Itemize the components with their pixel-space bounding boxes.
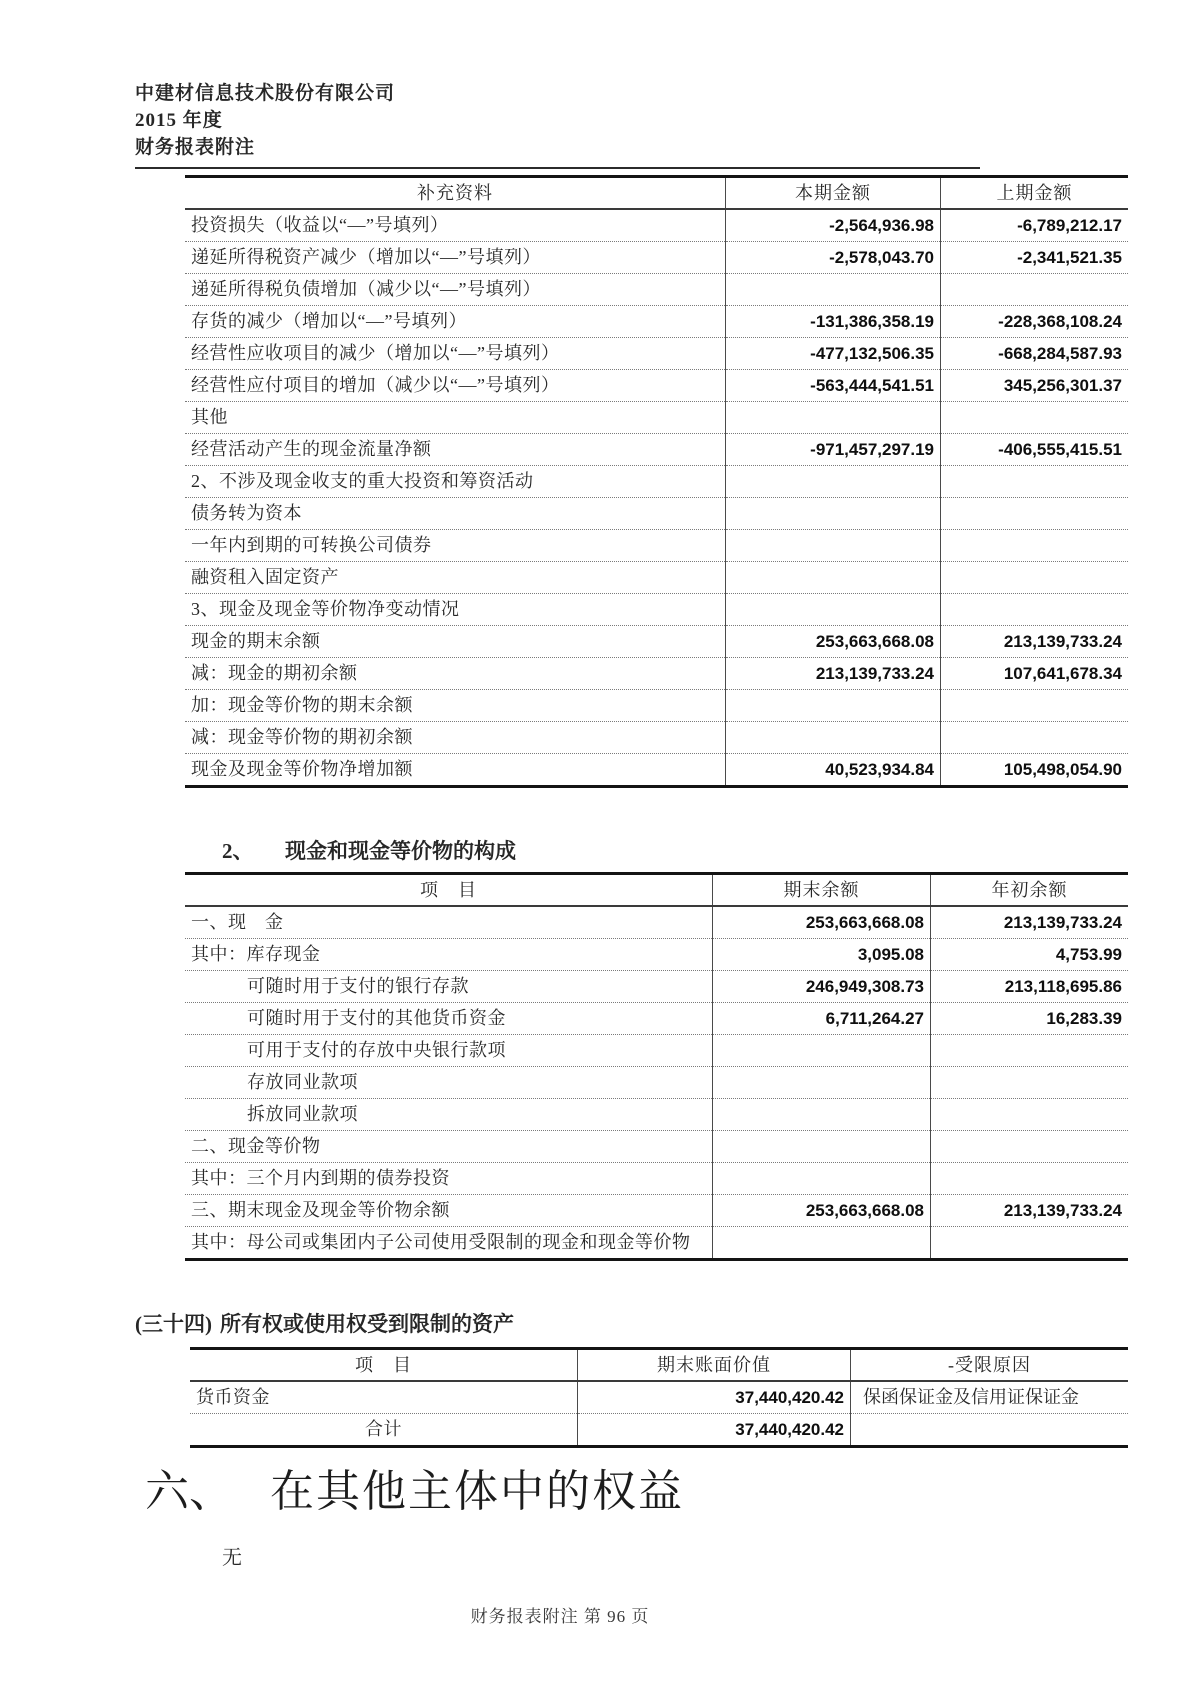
table-row — [185, 562, 1128, 594]
row-label: 其中：库存现金 — [185, 939, 713, 971]
cell-value: -2,564,936.98 — [726, 209, 941, 242]
table-row — [185, 370, 1128, 402]
cell-value — [726, 594, 941, 626]
section-title: 所有权或使用权受到限制的资产 — [220, 1312, 514, 1336]
cell-value: 213,139,733.24 — [941, 626, 1129, 658]
cell-value: 3,095.08 — [713, 939, 931, 971]
row-label: 加：现金等价物的期末余额 — [185, 690, 726, 722]
column-header: 项 目 — [190, 1349, 578, 1382]
cell-value — [713, 1099, 931, 1131]
table-row — [185, 1131, 1128, 1163]
row-label: 三、期末现金及现金等价物余额 — [185, 1195, 713, 1227]
cell-value: 40,523,934.84 — [726, 754, 941, 787]
cell-value — [713, 1131, 931, 1163]
table-row — [185, 1035, 1128, 1067]
cell-value: 345,256,301.37 — [941, 370, 1129, 402]
cell-value — [713, 1163, 931, 1195]
table-row — [185, 626, 1128, 658]
cell-value: 213,139,733.24 — [931, 1195, 1129, 1227]
section-number: 六、 — [145, 1467, 233, 1516]
fiscal-year: 2015 年度 — [135, 110, 223, 131]
cell-value — [726, 690, 941, 722]
row-label: 减：现金的期初余额 — [185, 658, 726, 690]
column-header: 期末余额 — [713, 874, 931, 907]
cell-value — [713, 1067, 931, 1099]
row-label: 现金及现金等价物净增加额 — [191, 759, 413, 779]
cell-value — [941, 690, 1129, 722]
table-row — [190, 1381, 1128, 1414]
table-row — [185, 402, 1128, 434]
table-row — [185, 1227, 1128, 1260]
cell-value — [931, 1035, 1129, 1067]
row-label: 合计 — [365, 1419, 402, 1439]
cell-value: 246,949,308.73 — [713, 971, 931, 1003]
table-row — [185, 690, 1128, 722]
cell-value: 213,139,733.24 — [726, 658, 941, 690]
cell-value — [941, 274, 1129, 306]
table-row — [185, 1099, 1128, 1131]
cell-value: 253,663,668.08 — [726, 626, 941, 658]
cash-composition-table — [185, 872, 1128, 1261]
cell-value — [931, 1099, 1129, 1131]
row-label: 一、现 金 — [185, 906, 713, 939]
section-number: 2、 — [222, 839, 254, 863]
table-row — [185, 722, 1128, 754]
cell-value: -6,789,212.17 — [941, 209, 1129, 242]
cell-value — [851, 1414, 1129, 1447]
column-header: 本期金额 — [726, 177, 941, 210]
supplement-table — [185, 175, 1128, 788]
cell-value: 37,440,420.42 — [578, 1414, 851, 1447]
row-label: 递延所得税负债增加（减少以“—”号填列） — [185, 274, 726, 306]
cell-value: 保函保证金及信用证保证金 — [851, 1381, 1129, 1414]
cell-value — [941, 498, 1129, 530]
cell-value: -406,555,415.51 — [941, 434, 1129, 466]
cell-value — [726, 562, 941, 594]
header-row — [185, 874, 1128, 907]
row-label: 货币资金 — [190, 1381, 578, 1414]
row-label: 存货的减少（增加以“—”号填列） — [185, 306, 726, 338]
cell-value — [941, 466, 1129, 498]
document-header — [135, 0, 980, 169]
table-row — [185, 1163, 1128, 1195]
row-label: 其中：母公司或集团内子公司使用受限制的现金和现金等价物 — [191, 1232, 691, 1252]
cell-value: 253,663,668.08 — [713, 906, 931, 939]
cell-value — [726, 274, 941, 306]
restricted-assets-table — [190, 1347, 1128, 1448]
row-label: 二、现金等价物 — [185, 1131, 713, 1163]
cell-value: -2,341,521.35 — [941, 242, 1129, 274]
row-label: 经营性应付项目的增加（减少以“—”号填列） — [185, 370, 726, 402]
cell-value — [726, 530, 941, 562]
row-label: 3、现金及现金等价物净变动情况 — [185, 594, 726, 626]
row-label: 可用于支付的存放中央银行款项 — [185, 1035, 713, 1067]
cell-value: 16,283.39 — [931, 1003, 1129, 1035]
row-label: 现金的期末余额 — [185, 626, 726, 658]
cell-value: -477,132,506.35 — [726, 338, 941, 370]
table-row — [185, 338, 1128, 370]
row-label: 一年内到期的可转换公司债券 — [185, 530, 726, 562]
table-row — [185, 658, 1128, 690]
table-row — [185, 242, 1128, 274]
cell-value: 37,440,420.42 — [578, 1381, 851, 1414]
table-row — [185, 939, 1128, 971]
cell-value — [931, 1227, 1129, 1260]
table-row — [185, 209, 1128, 242]
cell-value — [931, 1163, 1129, 1195]
cell-value — [941, 562, 1129, 594]
column-header: 项 目 — [185, 874, 713, 907]
cell-value: -228,368,108.24 — [941, 306, 1129, 338]
doc-title: 财务报表附注 — [135, 137, 256, 158]
table-row — [185, 434, 1128, 466]
cell-value — [726, 402, 941, 434]
cell-value: -131,386,358.19 — [726, 306, 941, 338]
row-label: 2、不涉及现金收支的重大投资和筹资活动 — [185, 466, 726, 498]
equity-section-body: 无 — [222, 1547, 242, 1569]
row-label: 拆放同业款项 — [185, 1099, 713, 1131]
row-label: 其中：三个月内到期的债券投资 — [185, 1163, 713, 1195]
row-label: 债务转为资本 — [185, 498, 726, 530]
row-label: 投资损失（收益以“—”号填列） — [185, 209, 726, 242]
table-row — [185, 1195, 1128, 1227]
cell-value: -668,284,587.93 — [941, 338, 1129, 370]
section-title: 在其他主体中的权益 — [270, 1467, 684, 1516]
row-label: 递延所得税资产减少（增加以“—”号填列） — [185, 242, 726, 274]
column-header: 年初余额 — [931, 874, 1129, 907]
cell-value — [726, 466, 941, 498]
column-header: 上期金额 — [941, 177, 1129, 210]
cell-value: -971,457,297.19 — [726, 434, 941, 466]
table-row — [185, 971, 1128, 1003]
cell-value: 105,498,054.90 — [941, 754, 1129, 787]
cell-value — [713, 1035, 931, 1067]
table-row — [185, 274, 1128, 306]
cash-composition-heading — [222, 838, 1200, 864]
table-row — [185, 1067, 1128, 1099]
cell-value — [931, 1067, 1129, 1099]
row-label: 经营性应收项目的减少（增加以“—”号填列） — [185, 338, 726, 370]
row-label: 融资租入固定资产 — [185, 562, 726, 594]
table-row — [185, 754, 1128, 787]
page-footer: 财务报表附注 第 96 页 — [470, 1607, 650, 1626]
cell-value: 253,663,668.08 — [713, 1195, 931, 1227]
cell-value: -563,444,541.51 — [726, 370, 941, 402]
equity-section-heading — [145, 1464, 1200, 1520]
row-label: 其他 — [185, 402, 726, 434]
table-row — [190, 1414, 1128, 1447]
cell-value — [941, 530, 1129, 562]
cell-value: 213,118,695.86 — [931, 971, 1129, 1003]
table-row — [185, 466, 1128, 498]
row-label: 经营活动产生的现金流量净额 — [185, 434, 726, 466]
cell-value: 107,641,678.34 — [941, 658, 1129, 690]
cell-value: 6,711,264.27 — [713, 1003, 931, 1035]
cell-value: 4,753.99 — [931, 939, 1129, 971]
table-row — [185, 594, 1128, 626]
cell-value: 213,139,733.24 — [931, 906, 1129, 939]
row-label: 可随时用于支付的其他货币资金 — [185, 1003, 713, 1035]
cell-value — [713, 1227, 931, 1260]
row-label: 减：现金等价物的期初余额 — [185, 722, 726, 754]
header-row — [185, 177, 1128, 210]
table-row — [185, 1003, 1128, 1035]
table-row — [185, 906, 1128, 939]
cell-value — [941, 722, 1129, 754]
column-header: 补充资料 — [185, 177, 726, 210]
cell-value: -2,578,043.70 — [726, 242, 941, 274]
section-number: (三十四) — [135, 1312, 212, 1336]
row-label: 可随时用于支付的银行存款 — [185, 971, 713, 1003]
column-header: -受限原因 — [851, 1349, 1129, 1382]
table-row — [185, 498, 1128, 530]
company-name: 中建材信息技术股份有限公司 — [135, 83, 396, 104]
cell-value — [726, 498, 941, 530]
cell-value — [941, 594, 1129, 626]
column-header: 期末账面价值 — [578, 1349, 851, 1382]
row-label: 存放同业款项 — [185, 1067, 713, 1099]
cell-value — [941, 402, 1129, 434]
cell-value — [726, 722, 941, 754]
cell-value — [931, 1131, 1129, 1163]
table-row — [185, 306, 1128, 338]
table-row — [185, 530, 1128, 562]
header-row — [190, 1349, 1128, 1382]
restricted-assets-heading — [135, 1311, 1200, 1337]
section-title: 现金和现金等价物的构成 — [285, 839, 516, 863]
